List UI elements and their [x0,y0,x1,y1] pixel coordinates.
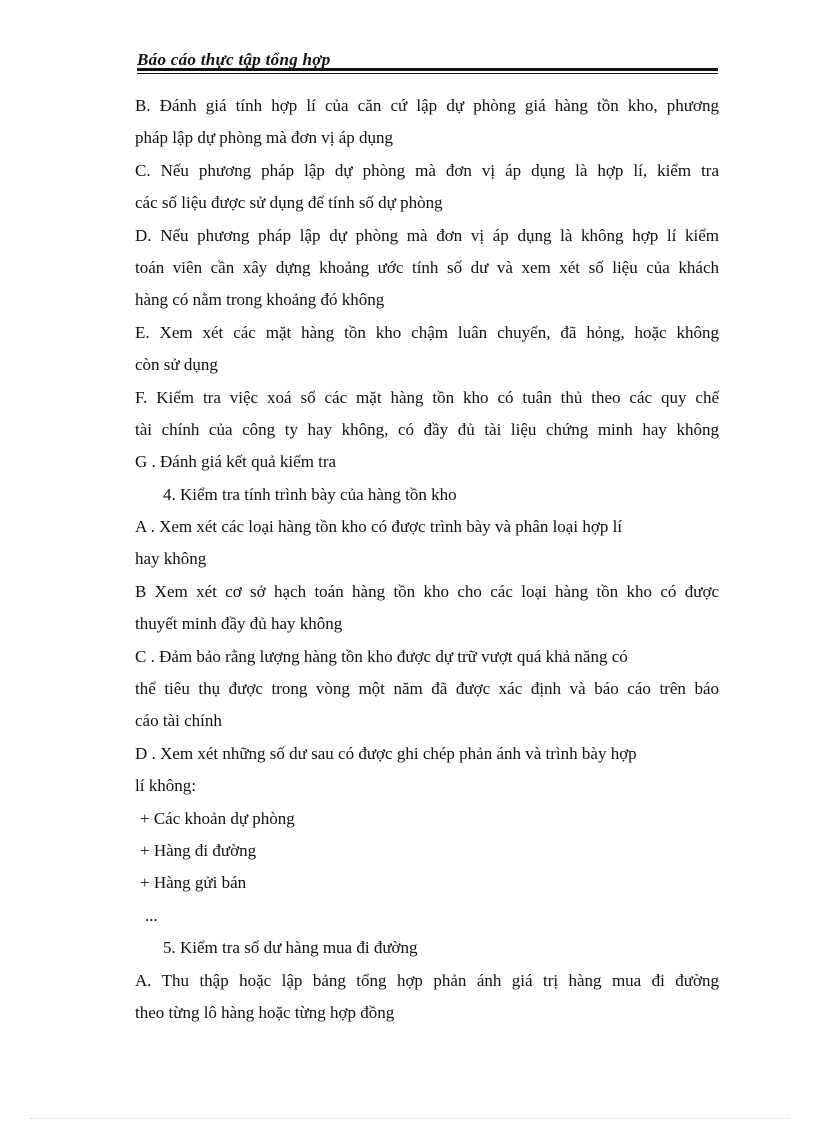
text-line: A . Xem xét các loại hàng tồn kho có được trình bày và phân loại hợp lí [135,517,623,537]
text-line: pháp lập dự phòng mà đơn vị áp dụng [135,128,394,148]
text-line: còn sử dụng [135,355,218,375]
text-line: hàng có nằm trong khoảng đó không [135,290,385,310]
text-line: theo từng lô hàng hoặc từng hợp đồng [135,1002,395,1022]
text-line: thuyết minh đầy đủ hay không [135,614,343,634]
header-rule-thin [137,73,718,74]
ellipsis-line: ... [145,905,158,925]
page-header [137,50,718,68]
section-heading: 5. Kiểm tra số dư hàng mua đi đường [163,938,418,958]
text-line: C . Đảm bảo rằng lượng hàng tồn kho được dự trữ vượt quá khả năng có [135,646,628,666]
text-line: các số liệu được sử dụng để tính số dự phòng [135,193,443,213]
text-line: tài chính của công ty hay không, có đầy đủ tài liệu chứng minh hay không [135,419,719,439]
text-line: toán viên cần xây dựng khoảng ước tính số dư và xem xét số liệu của khách [135,257,719,277]
bullet-item: + Hàng gửi bán [140,873,247,893]
text-line: lí không: [135,776,196,796]
text-line: cáo tài chính [135,711,222,731]
bullet-item: + Các khoản dự phòng [140,808,295,828]
text-line: C. Nếu phương pháp lập dự phòng mà đơn vị áp dụng là hợp lí, kiểm tra [135,160,719,180]
text-line: A. Thu thập hoặc lập bảng tổng hợp phản ánh giá trị hàng mua đi đường [135,970,719,990]
section-heading: 4. Kiểm tra tính trình bày của hàng tồn kho [163,484,457,504]
bullet-item: + Hàng đi đường [140,840,257,860]
document-body [135,90,719,1029]
text-line: G . Đánh giá kết quả kiểm tra [135,452,337,472]
page-bottom-border [30,1118,790,1119]
text-line: B. Đánh giá tính hợp lí của căn cứ lập dự phòng giá hàng tồn kho, phương [135,96,719,115]
text-line: thể tiêu thụ được trong vòng một năm đã được xác định và báo cáo trên báo [135,679,719,699]
text-line: D . Xem xét những số dư sau có được ghi chép phản ánh và trình bày hợp [135,743,637,763]
text-line: B Xem xét cơ sở hạch toán hàng tồn kho cho các loại hàng tồn kho có được [135,581,719,601]
header-rule-thick [137,68,718,71]
text-line: E. Xem xét các mặt hàng tồn kho chậm luân chuyển, đã hỏng, hoặc không [135,322,719,342]
text-line: hay không [135,549,207,569]
text-line: D. Nếu phương pháp lập dự phòng mà đơn vị áp dụng là không hợp lí kiểm [135,225,719,245]
text-line: F. Kiểm tra việc xoá sổ các mặt hàng tồn kho có tuân thủ theo các quy chế [135,387,719,407]
header-title: Báo cáo thực tập tổng hợp [137,50,331,68]
